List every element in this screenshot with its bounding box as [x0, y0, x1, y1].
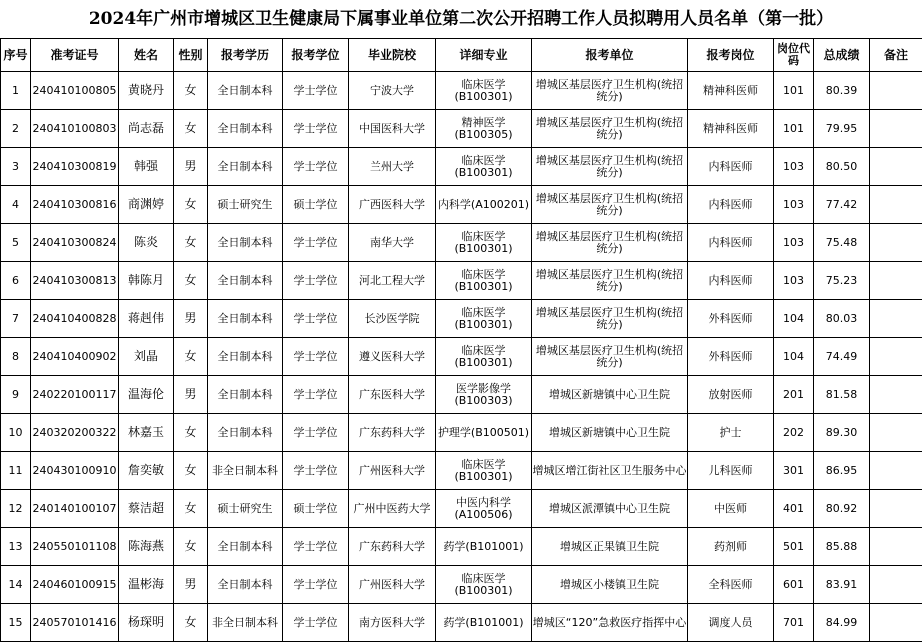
cell-score: 75.23: [814, 262, 870, 300]
cell-gender: 男: [174, 566, 208, 604]
cell-code: 202: [774, 414, 814, 452]
cell-degree: 学士学位: [283, 338, 349, 376]
table-body: [1, 72, 922, 642]
cell-school: 宁波大学: [349, 72, 436, 110]
cell-name: 韩强: [119, 148, 174, 186]
cell-gender: 女: [174, 528, 208, 566]
cell-code: 103: [774, 262, 814, 300]
cell-score: 84.99: [814, 604, 870, 642]
cell-gender: 女: [174, 604, 208, 642]
cell-exam-no: 240410400902: [31, 338, 119, 376]
cell-score: 86.95: [814, 452, 870, 490]
table-row: [1, 72, 922, 110]
cell-position: 放射医师: [688, 376, 774, 414]
cell-school: 南华大学: [349, 224, 436, 262]
table-row: [1, 528, 922, 566]
cell-school: 中国医科大学: [349, 110, 436, 148]
cell-gender: 女: [174, 490, 208, 528]
cell-seq: 4: [1, 186, 31, 224]
cell-code: 103: [774, 186, 814, 224]
cell-unit: 增城区新塘镇中心卫生院: [532, 376, 688, 414]
table-row: [1, 148, 922, 186]
cell-code: 103: [774, 224, 814, 262]
cell-name: 蔡洁超: [119, 490, 174, 528]
cell-degree: 学士学位: [283, 452, 349, 490]
cell-gender: 女: [174, 72, 208, 110]
cell-major: 药学(B101001): [436, 604, 532, 642]
cell-degree: 学士学位: [283, 262, 349, 300]
cell-exam-no: 240410100805: [31, 72, 119, 110]
cell-gender: 男: [174, 376, 208, 414]
cell-code: 601: [774, 566, 814, 604]
cell-exam-no: 240570101416: [31, 604, 119, 642]
cell-position: 全科医师: [688, 566, 774, 604]
cell-education: 全日制本科: [208, 72, 283, 110]
cell-unit: 增城区基层医疗卫生机构(统招统分): [532, 110, 688, 148]
cell-exam-no: 240410300816: [31, 186, 119, 224]
table-row: [1, 338, 922, 376]
cell-degree: 学士学位: [283, 148, 349, 186]
cell-seq: 6: [1, 262, 31, 300]
cell-school: 河北工程大学: [349, 262, 436, 300]
table-row: [1, 300, 922, 338]
header-major: 详细专业: [436, 39, 532, 72]
cell-name: 蒋赳伟: [119, 300, 174, 338]
cell-position: 内科医师: [688, 224, 774, 262]
cell-name: 陈海燕: [119, 528, 174, 566]
cell-school: 广东医科大学: [349, 376, 436, 414]
cell-education: 全日制本科: [208, 148, 283, 186]
cell-exam-no: 240220100117: [31, 376, 119, 414]
cell-unit: 增城区基层医疗卫生机构(统招统分): [532, 148, 688, 186]
cell-exam-no: 240410400828: [31, 300, 119, 338]
cell-major: 临床医学(B100301): [436, 338, 532, 376]
cell-note: [870, 186, 922, 224]
cell-education: 硕士研究生: [208, 490, 283, 528]
cell-education: 硕士研究生: [208, 186, 283, 224]
cell-note: [870, 452, 922, 490]
header-unit: 报考单位: [532, 39, 688, 72]
cell-unit: 增城区基层医疗卫生机构(统招统分): [532, 338, 688, 376]
cell-position: 儿科医师: [688, 452, 774, 490]
table-row: [1, 490, 922, 528]
cell-school: 广西医科大学: [349, 186, 436, 224]
cell-note: [870, 148, 922, 186]
table-row: [1, 604, 922, 642]
cell-education: 全日制本科: [208, 224, 283, 262]
cell-unit: 增城区正果镇卫生院: [532, 528, 688, 566]
cell-degree: 学士学位: [283, 414, 349, 452]
cell-exam-no: 240430100910: [31, 452, 119, 490]
cell-score: 81.58: [814, 376, 870, 414]
cell-note: [870, 528, 922, 566]
header-degree: 报考学位: [283, 39, 349, 72]
header-note: 备注: [870, 39, 922, 72]
cell-score: 79.95: [814, 110, 870, 148]
cell-unit: 增城区基层医疗卫生机构(统招统分): [532, 262, 688, 300]
cell-major: 临床医学(B100301): [436, 300, 532, 338]
cell-seq: 9: [1, 376, 31, 414]
cell-degree: 学士学位: [283, 566, 349, 604]
cell-education: 全日制本科: [208, 110, 283, 148]
cell-seq: 8: [1, 338, 31, 376]
cell-education: 全日制本科: [208, 300, 283, 338]
cell-note: [870, 72, 922, 110]
cell-unit: 增城区基层医疗卫生机构(统招统分): [532, 300, 688, 338]
cell-education: 非全日制本科: [208, 604, 283, 642]
cell-gender: 男: [174, 300, 208, 338]
cell-unit: 增城区基层医疗卫生机构(统招统分): [532, 224, 688, 262]
cell-score: 80.50: [814, 148, 870, 186]
cell-code: 104: [774, 300, 814, 338]
cell-name: 陈炎: [119, 224, 174, 262]
cell-seq: 13: [1, 528, 31, 566]
cell-gender: 女: [174, 110, 208, 148]
cell-major: 临床医学(B100301): [436, 262, 532, 300]
cell-position: 中医师: [688, 490, 774, 528]
cell-exam-no: 240320200322: [31, 414, 119, 452]
cell-score: 80.39: [814, 72, 870, 110]
header-position: 报考岗位: [688, 39, 774, 72]
cell-seq: 12: [1, 490, 31, 528]
cell-gender: 女: [174, 186, 208, 224]
table-row: [1, 452, 922, 490]
cell-unit: 增城区新塘镇中心卫生院: [532, 414, 688, 452]
cell-score: 74.49: [814, 338, 870, 376]
cell-major: 临床医学(B100301): [436, 224, 532, 262]
cell-name: 尚志磊: [119, 110, 174, 148]
cell-gender: 女: [174, 452, 208, 490]
cell-education: 全日制本科: [208, 414, 283, 452]
cell-name: 韩陈月: [119, 262, 174, 300]
cell-code: 301: [774, 452, 814, 490]
cell-gender: 男: [174, 148, 208, 186]
cell-major: 医学影像学(B100303): [436, 376, 532, 414]
cell-degree: 硕士学位: [283, 186, 349, 224]
cell-degree: 学士学位: [283, 110, 349, 148]
cell-education: 全日制本科: [208, 262, 283, 300]
cell-degree: 学士学位: [283, 604, 349, 642]
cell-seq: 2: [1, 110, 31, 148]
cell-seq: 14: [1, 566, 31, 604]
header-code: 岗位代码: [774, 39, 814, 72]
cell-seq: 10: [1, 414, 31, 452]
cell-exam-no: 240140100107: [31, 490, 119, 528]
cell-name: 詹奕敏: [119, 452, 174, 490]
cell-major: 临床医学(B100301): [436, 148, 532, 186]
cell-code: 401: [774, 490, 814, 528]
cell-education: 全日制本科: [208, 376, 283, 414]
cell-school: 广州医科大学: [349, 566, 436, 604]
cell-seq: 5: [1, 224, 31, 262]
cell-score: 80.92: [814, 490, 870, 528]
cell-degree: 学士学位: [283, 528, 349, 566]
cell-note: [870, 262, 922, 300]
cell-note: [870, 604, 922, 642]
cell-exam-no: 240410300824: [31, 224, 119, 262]
header-score: 总成绩: [814, 39, 870, 72]
cell-education: 非全日制本科: [208, 452, 283, 490]
table-row: [1, 414, 922, 452]
cell-degree: 学士学位: [283, 300, 349, 338]
cell-name: 商渊婷: [119, 186, 174, 224]
cell-major: 精神医学(B100305): [436, 110, 532, 148]
cell-position: 调度人员: [688, 604, 774, 642]
cell-code: 701: [774, 604, 814, 642]
cell-degree: 学士学位: [283, 224, 349, 262]
cell-unit: 增城区派潭镇中心卫生院: [532, 490, 688, 528]
cell-name: 林嘉玉: [119, 414, 174, 452]
cell-major: 药学(B101001): [436, 528, 532, 566]
cell-major: 临床医学(B100301): [436, 72, 532, 110]
cell-exam-no: 240410100803: [31, 110, 119, 148]
cell-major: 临床医学(B100301): [436, 452, 532, 490]
cell-position: 外科医师: [688, 300, 774, 338]
cell-note: [870, 376, 922, 414]
cell-major: 护理学(B100501): [436, 414, 532, 452]
table-row: [1, 110, 922, 148]
cell-name: 温彬海: [119, 566, 174, 604]
cell-school: 兰州大学: [349, 148, 436, 186]
applicant-table: [0, 38, 922, 642]
cell-seq: 3: [1, 148, 31, 186]
cell-code: 104: [774, 338, 814, 376]
cell-score: 75.48: [814, 224, 870, 262]
cell-position: 药剂师: [688, 528, 774, 566]
cell-name: 杨琛明: [119, 604, 174, 642]
cell-unit: 增城区增江街社区卫生服务中心: [532, 452, 688, 490]
cell-name: 温海伦: [119, 376, 174, 414]
cell-note: [870, 300, 922, 338]
cell-education: 全日制本科: [208, 338, 283, 376]
cell-degree: 学士学位: [283, 72, 349, 110]
cell-score: 85.88: [814, 528, 870, 566]
cell-school: 长沙医学院: [349, 300, 436, 338]
cell-exam-no: 240410300819: [31, 148, 119, 186]
cell-code: 101: [774, 72, 814, 110]
table-row: [1, 376, 922, 414]
cell-education: 全日制本科: [208, 528, 283, 566]
cell-gender: 女: [174, 338, 208, 376]
cell-position: 护士: [688, 414, 774, 452]
page-title: 2024年广州市增城区卫生健康局下属事业单位第二次公开招聘工作人员拟聘用人员名单（第一批）: [0, 0, 922, 38]
cell-school: 遵义医科大学: [349, 338, 436, 376]
cell-unit: 增城区“120”急救医疗指挥中心: [532, 604, 688, 642]
cell-exam-no: 240410300813: [31, 262, 119, 300]
cell-position: 精神科医师: [688, 72, 774, 110]
header-school: 毕业院校: [349, 39, 436, 72]
cell-note: [870, 338, 922, 376]
cell-note: [870, 490, 922, 528]
cell-position: 内科医师: [688, 186, 774, 224]
cell-seq: 11: [1, 452, 31, 490]
cell-name: 刘晶: [119, 338, 174, 376]
cell-exam-no: 240550101108: [31, 528, 119, 566]
cell-code: 201: [774, 376, 814, 414]
cell-note: [870, 110, 922, 148]
header-name: 姓名: [119, 39, 174, 72]
cell-position: 内科医师: [688, 148, 774, 186]
cell-code: 101: [774, 110, 814, 148]
table-row: [1, 566, 922, 604]
table-row: [1, 262, 922, 300]
table-row: [1, 186, 922, 224]
header-education: 报考学历: [208, 39, 283, 72]
cell-unit: 增城区基层医疗卫生机构(统招统分): [532, 72, 688, 110]
cell-score: 89.30: [814, 414, 870, 452]
cell-degree: 学士学位: [283, 376, 349, 414]
cell-seq: 1: [1, 72, 31, 110]
cell-major: 内科学(A100201): [436, 186, 532, 224]
cell-position: 内科医师: [688, 262, 774, 300]
cell-major: 临床医学(B100301): [436, 566, 532, 604]
cell-position: 精神科医师: [688, 110, 774, 148]
cell-school: 广东药科大学: [349, 528, 436, 566]
cell-seq: 7: [1, 300, 31, 338]
cell-major: 中医内科学(A100506): [436, 490, 532, 528]
cell-gender: 女: [174, 414, 208, 452]
cell-gender: 女: [174, 224, 208, 262]
cell-school: 南方医科大学: [349, 604, 436, 642]
cell-name: 黄晓丹: [119, 72, 174, 110]
cell-gender: 女: [174, 262, 208, 300]
cell-education: 全日制本科: [208, 566, 283, 604]
table-header-row: [1, 39, 922, 72]
cell-code: 501: [774, 528, 814, 566]
cell-seq: 15: [1, 604, 31, 642]
header-gender: 性别: [174, 39, 208, 72]
cell-code: 103: [774, 148, 814, 186]
cell-unit: 增城区基层医疗卫生机构(统招统分): [532, 186, 688, 224]
cell-degree: 硕士学位: [283, 490, 349, 528]
cell-school: 广州医科大学: [349, 452, 436, 490]
cell-score: 80.03: [814, 300, 870, 338]
cell-note: [870, 414, 922, 452]
cell-position: 外科医师: [688, 338, 774, 376]
cell-score: 77.42: [814, 186, 870, 224]
cell-exam-no: 240460100915: [31, 566, 119, 604]
cell-school: 广东药科大学: [349, 414, 436, 452]
cell-school: 广州中医药大学: [349, 490, 436, 528]
cell-unit: 增城区小楼镇卫生院: [532, 566, 688, 604]
header-exam-no: 准考证号: [31, 39, 119, 72]
cell-score: 83.91: [814, 566, 870, 604]
table-row: [1, 224, 922, 262]
cell-note: [870, 566, 922, 604]
header-seq: 序号: [1, 39, 31, 72]
cell-note: [870, 224, 922, 262]
